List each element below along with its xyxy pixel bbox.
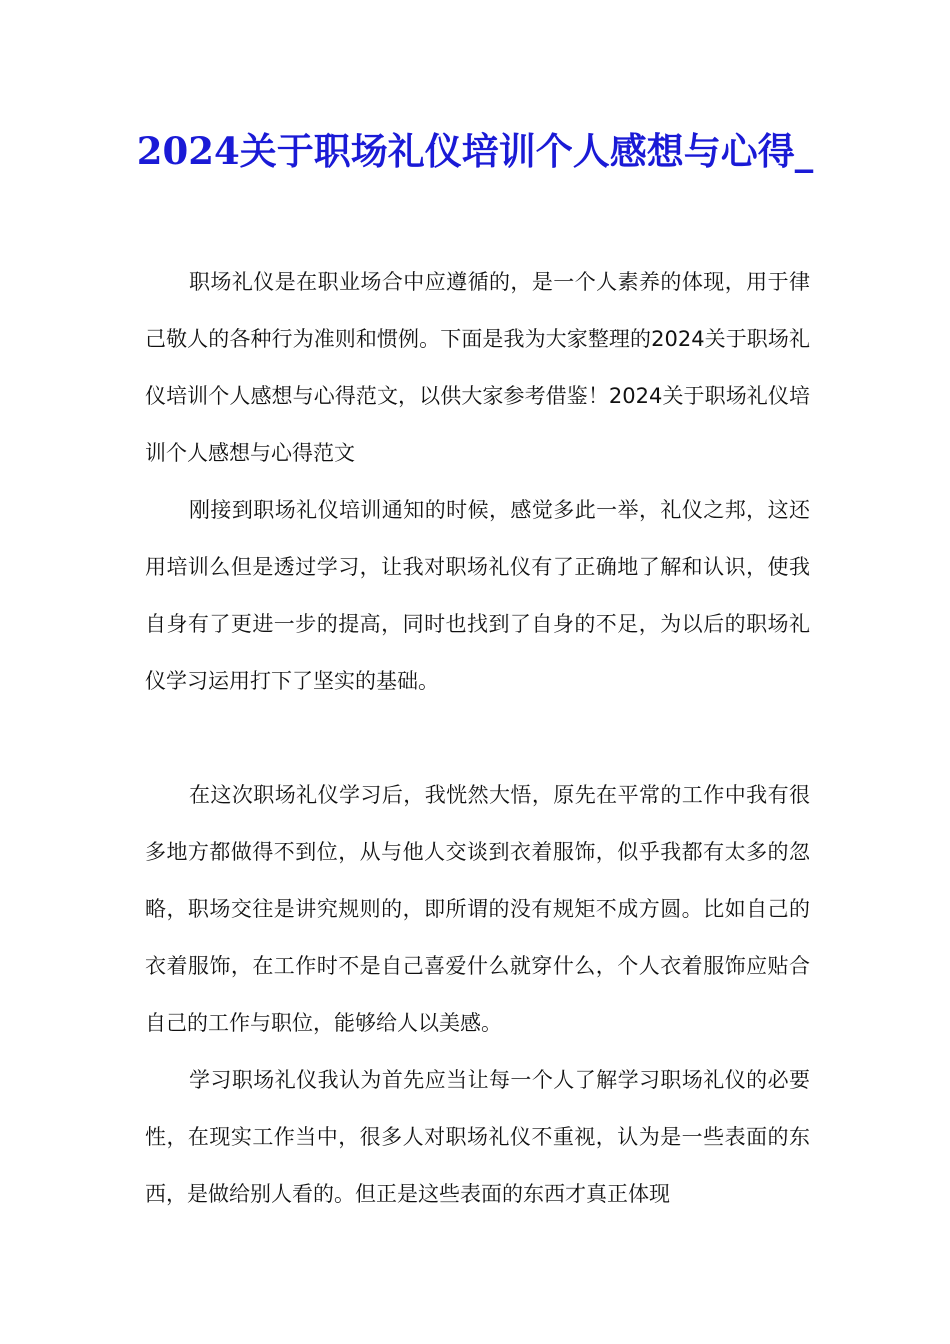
document-title: 2024关于职场礼仪培训个人感想与心得_	[136, 129, 814, 173]
paragraph-spacer	[145, 710, 810, 767]
paragraph-realization: 在这次职场礼仪学习后，我恍然大悟，原先在平常的工作中我有很多地方都做得不到位，从与他人交谈到衣着服饰，似乎我都有太多的忽略，职场交往是讲究规则的，即所谓的没有规矩不成方圆。比如自己的衣着服饰，在工作时不是自己喜爱什么就穿什么，个人衣着服饰应贴合自己的工作与职位，能够给人以美感。	[145, 783, 810, 1035]
paragraph-intro: 职场礼仪是在职业场合中应遵循的，是一个人素养的体现，用于律己敬人的各种行为准则和惯例。下面是我为大家整理的2024关于职场礼仪培训个人感想与心得范文，以供大家参考借鉴！2024关于职场礼仪培训个人感想与心得范文	[145, 270, 810, 465]
paragraph-necessity: 学习职场礼仪我认为首先应当让每一个人了解学习职场礼仪的必要性，在现实工作当中，很多人对职场礼仪不重视，认为是一些表面的东西，是做给别人看的。但正是这些表面的东西才真正体现	[145, 1068, 810, 1206]
document-body	[145, 254, 810, 1223]
paragraph-first-impression: 刚接到职场礼仪培训通知的时候，感觉多此一举，礼仪之邦，这还用培训么但是透过学习，让我对职场礼仪有了正确地了解和认识，使我自身有了更进一步的提高，同时也找到了自身的不足，为以后的职场礼仪学习运用打下了坚实的基础。	[145, 498, 810, 693]
